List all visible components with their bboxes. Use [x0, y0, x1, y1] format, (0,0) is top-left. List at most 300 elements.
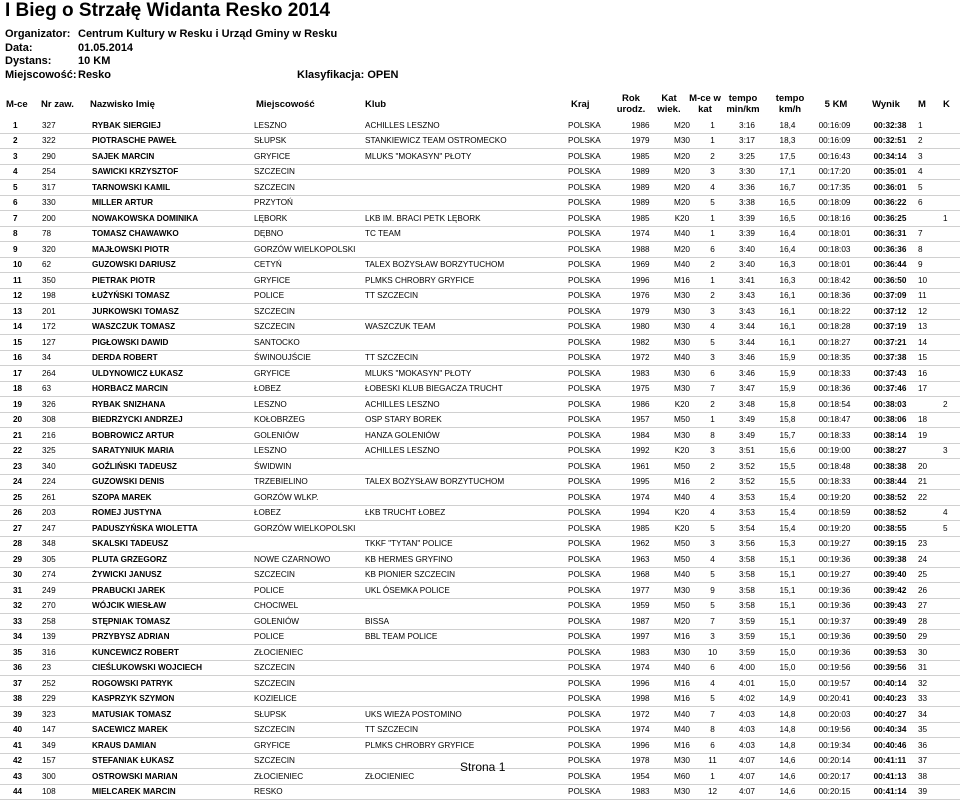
cell-club: ACHILLES LESZNO: [365, 443, 568, 459]
cell-place-k: [943, 738, 960, 754]
cell-bib: 308: [42, 412, 92, 428]
cell-club: TKKF "TYTAN" POLICE: [365, 536, 568, 552]
cell-club: [365, 304, 568, 320]
cell-pace: 3:25: [726, 149, 768, 165]
cell-result: 00:39:50: [862, 629, 918, 645]
cell-birth-year: 1994: [616, 505, 665, 521]
cell-city: ZŁOCIENIEC: [254, 769, 365, 785]
cell-category: M16: [665, 273, 699, 289]
cell-place-m: 33: [918, 691, 943, 707]
cell-result: 00:36:36: [862, 242, 918, 258]
cell-result: 00:36:44: [862, 257, 918, 273]
cell-place-k: [943, 676, 960, 692]
cell-bib: 317: [42, 180, 92, 196]
cell-place-k: [943, 164, 960, 180]
cell-place: 23: [0, 459, 42, 475]
cell-club: [365, 645, 568, 661]
cell-name: KRAUS DAMIAN: [92, 738, 254, 754]
cell-speed: 15,1: [768, 567, 807, 583]
cell-category-place: 10: [699, 645, 726, 661]
cell-place: 4: [0, 164, 42, 180]
cell-pace: 3:58: [726, 567, 768, 583]
cell-city: SZCZECIN: [254, 676, 365, 692]
cell-place: 27: [0, 521, 42, 537]
cell-speed: 15,9: [768, 366, 807, 382]
cell-category: K20: [665, 505, 699, 521]
cell-country: POLSKA: [568, 598, 616, 614]
cell-split-5km: 00:18:36: [807, 381, 862, 397]
cell-city: GOLENIÓW: [254, 614, 365, 630]
cell-place-m: 26: [918, 583, 943, 599]
cell-place-k: [943, 583, 960, 599]
cell-place-k: [943, 753, 960, 769]
cell-place-m: 19: [918, 428, 943, 444]
cell-split-5km: 00:19:56: [807, 660, 862, 676]
cell-bib: 327: [42, 118, 92, 133]
cell-pace: 4:03: [726, 738, 768, 754]
cell-bib: 264: [42, 366, 92, 382]
cell-bib: 247: [42, 521, 92, 537]
cell-result: 00:37:21: [862, 335, 918, 351]
cell-place: 38: [0, 691, 42, 707]
cell-bib: 330: [42, 195, 92, 211]
cell-speed: 15,4: [768, 505, 807, 521]
header-speed-1: tempo: [775, 93, 805, 104]
cell-bib: 139: [42, 629, 92, 645]
table-row: [0, 242, 960, 258]
cell-country: POLSKA: [568, 335, 616, 351]
cell-place-m: 34: [918, 707, 943, 723]
cell-country: POLSKA: [568, 614, 616, 630]
cell-place-k: [943, 335, 960, 351]
cell-result: 00:37:43: [862, 366, 918, 382]
cell-bib: 34: [42, 350, 92, 366]
cell-club: [365, 242, 568, 258]
cell-category: M16: [665, 474, 699, 490]
cell-place: 37: [0, 676, 42, 692]
classification-label: Klasyfikacja: OPEN: [297, 69, 399, 81]
cell-city: TRZEBIELINO: [254, 474, 365, 490]
cell-category-place: 5: [699, 521, 726, 537]
cell-speed: 16,1: [768, 319, 807, 335]
cell-bib: 252: [42, 676, 92, 692]
cell-place: 9: [0, 242, 42, 258]
cell-country: POLSKA: [568, 428, 616, 444]
table-row: [0, 288, 960, 304]
cell-place: 34: [0, 629, 42, 645]
cell-club: [365, 195, 568, 211]
table-row: [0, 412, 960, 428]
cell-category: K20: [665, 443, 699, 459]
cell-city: SZCZECIN: [254, 722, 365, 738]
cell-split-5km: 00:19:36: [807, 583, 862, 599]
cell-city: SZCZECIN: [254, 304, 365, 320]
cell-category-place: 4: [699, 490, 726, 506]
cell-name: HORBACZ MARCIN: [92, 381, 254, 397]
date-label: Data:: [5, 41, 33, 54]
cell-speed: 14,8: [768, 707, 807, 723]
cell-place-m: 22: [918, 490, 943, 506]
cell-city: LESZNO: [254, 118, 365, 133]
cell-bib: 350: [42, 273, 92, 289]
cell-pace: 3:40: [726, 257, 768, 273]
cell-category-place: 7: [699, 707, 726, 723]
cell-result: 00:36:50: [862, 273, 918, 289]
cell-city: GRYFICE: [254, 366, 365, 382]
cell-place-k: [943, 536, 960, 552]
table-row: [0, 660, 960, 676]
cell-result: 00:41:14: [862, 784, 918, 800]
cell-category-place: 8: [699, 428, 726, 444]
cell-birth-year: 1954: [616, 769, 665, 785]
cell-category-place: 1: [699, 769, 726, 785]
results-table: [0, 118, 960, 800]
cell-split-5km: 00:20:17: [807, 769, 862, 785]
cell-place: 39: [0, 707, 42, 723]
cell-pace: 4:07: [726, 769, 768, 785]
cell-birth-year: 1998: [616, 691, 665, 707]
cell-category-place: 5: [699, 598, 726, 614]
cell-city: LESZNO: [254, 397, 365, 413]
cell-country: POLSKA: [568, 691, 616, 707]
cell-result: 00:34:14: [862, 149, 918, 165]
cell-category-place: 3: [699, 350, 726, 366]
cell-name: SARATYNIUK MARIA: [92, 443, 254, 459]
cell-speed: 14,6: [768, 753, 807, 769]
table-row: [0, 536, 960, 552]
cell-club: ACHILLES LESZNO: [365, 397, 568, 413]
cell-name: BOBROWICZ ARTUR: [92, 428, 254, 444]
cell-speed: 16,1: [768, 288, 807, 304]
cell-name: PRZYBYSZ ADRIAN: [92, 629, 254, 645]
cell-birth-year: 1959: [616, 598, 665, 614]
cell-name: MILLER ARTUR: [92, 195, 254, 211]
cell-speed: 17,1: [768, 164, 807, 180]
cell-place-k: [943, 195, 960, 211]
cell-country: POLSKA: [568, 118, 616, 133]
cell-club: STANKIEWICZ TEAM OSTROMECKO: [365, 133, 568, 149]
cell-city: GOLENIÓW: [254, 428, 365, 444]
table-row: [0, 319, 960, 335]
cell-split-5km: 00:18:22: [807, 304, 862, 320]
cell-category-place: 3: [699, 164, 726, 180]
cell-place: 33: [0, 614, 42, 630]
cell-club: UKS WIEŻA POSTOMINO: [365, 707, 568, 723]
header-cat-1: Kat: [661, 93, 677, 104]
table-row: [0, 459, 960, 475]
cell-birth-year: 1962: [616, 536, 665, 552]
table-row: [0, 226, 960, 242]
cell-split-5km: 00:18:54: [807, 397, 862, 413]
cell-pace: 3:51: [726, 443, 768, 459]
cell-pace: 3:30: [726, 164, 768, 180]
cell-place: 25: [0, 490, 42, 506]
cell-category-place: 1: [699, 133, 726, 149]
header-cat-2: wiek.: [657, 104, 681, 115]
cell-country: POLSKA: [568, 583, 616, 599]
cell-pace: 3:59: [726, 629, 768, 645]
cell-place-m: 20: [918, 459, 943, 475]
cell-split-5km: 00:20:41: [807, 691, 862, 707]
cell-place-k: 5: [943, 521, 960, 537]
cell-place-m: 31: [918, 660, 943, 676]
cell-category-place: 7: [699, 614, 726, 630]
cell-name: ŁUŻYŃSKI TOMASZ: [92, 288, 254, 304]
page-number: Strona 1: [460, 760, 506, 774]
cell-club: TT SZCZECIN: [365, 350, 568, 366]
cell-split-5km: 00:18:59: [807, 505, 862, 521]
cell-club: TT SZCZECIN: [365, 722, 568, 738]
cell-split-5km: 00:20:03: [807, 707, 862, 723]
cell-country: POLSKA: [568, 149, 616, 165]
header-name: Nazwisko Imię: [90, 99, 155, 110]
cell-country: POLSKA: [568, 505, 616, 521]
cell-result: 00:36:25: [862, 211, 918, 227]
cell-pace: 4:02: [726, 691, 768, 707]
cell-club: [365, 660, 568, 676]
table-row: [0, 180, 960, 196]
cell-birth-year: 1989: [616, 180, 665, 196]
cell-birth-year: 1985: [616, 521, 665, 537]
cell-place: 32: [0, 598, 42, 614]
cell-split-5km: 00:18:28: [807, 319, 862, 335]
cell-birth-year: 1972: [616, 350, 665, 366]
cell-place-k: [943, 149, 960, 165]
cell-category-place: 2: [699, 459, 726, 475]
cell-place: 3: [0, 149, 42, 165]
cell-split-5km: 00:18:01: [807, 226, 862, 242]
cell-country: POLSKA: [568, 195, 616, 211]
cell-club: [365, 335, 568, 351]
cell-result: 00:38:03: [862, 397, 918, 413]
cell-place-m: 36: [918, 738, 943, 754]
cell-name: WÓJCIK WIESŁAW: [92, 598, 254, 614]
cell-name: PIGŁOWSKI DAWID: [92, 335, 254, 351]
cell-name: GUZOWSKI DENIS: [92, 474, 254, 490]
cell-speed: 15,4: [768, 490, 807, 506]
cell-club: BBL TEAM POLICE: [365, 629, 568, 645]
cell-name: GOŹLIŃSKI TADEUSZ: [92, 459, 254, 475]
cell-birth-year: 1979: [616, 304, 665, 320]
cell-split-5km: 00:19:36: [807, 629, 862, 645]
cell-split-5km: 00:19:27: [807, 567, 862, 583]
cell-place-m: 13: [918, 319, 943, 335]
cell-place-m: 9: [918, 257, 943, 273]
cell-pace: 4:03: [726, 722, 768, 738]
header-year-2: urodz.: [616, 104, 646, 115]
cell-place: 2: [0, 133, 42, 149]
cell-place-m: 7: [918, 226, 943, 242]
cell-category-place: 1: [699, 118, 726, 133]
cell-result: 00:39:53: [862, 645, 918, 661]
cell-country: POLSKA: [568, 319, 616, 335]
cell-place: 26: [0, 505, 42, 521]
cell-category-place: 4: [699, 180, 726, 196]
cell-category-place: 6: [699, 366, 726, 382]
table-row: [0, 738, 960, 754]
cell-split-5km: 00:19:37: [807, 614, 862, 630]
table-row: [0, 133, 960, 149]
cell-result: 00:39:38: [862, 552, 918, 568]
cell-pace: 3:49: [726, 428, 768, 444]
cell-category-place: 1: [699, 412, 726, 428]
cell-bib: 201: [42, 304, 92, 320]
table-row: [0, 257, 960, 273]
cell-category: M40: [665, 567, 699, 583]
cell-category: M40: [665, 257, 699, 273]
cell-place-m: 3: [918, 149, 943, 165]
cell-place-k: [943, 428, 960, 444]
cell-place: 21: [0, 428, 42, 444]
cell-bib: 270: [42, 598, 92, 614]
cell-pace: 3:41: [726, 273, 768, 289]
cell-name: PADUSZYŃSKA WIOLETTA: [92, 521, 254, 537]
cell-pace: 3:43: [726, 304, 768, 320]
cell-place-k: [943, 304, 960, 320]
cell-bib: 157: [42, 753, 92, 769]
cell-split-5km: 00:18:16: [807, 211, 862, 227]
cell-name: DERDA ROBERT: [92, 350, 254, 366]
cell-bib: 108: [42, 784, 92, 800]
cell-city: SŁUPSK: [254, 707, 365, 723]
cell-category-place: 3: [699, 629, 726, 645]
table-row: [0, 505, 960, 521]
cell-pace: 3:56: [726, 536, 768, 552]
cell-birth-year: 1984: [616, 428, 665, 444]
table-row: [0, 118, 960, 133]
cell-result: 00:37:09: [862, 288, 918, 304]
cell-place-m: 29: [918, 629, 943, 645]
cell-place-k: [943, 691, 960, 707]
cell-place-k: [943, 459, 960, 475]
cell-name: JURKOWSKI TOMASZ: [92, 304, 254, 320]
cell-category: M30: [665, 381, 699, 397]
cell-category-place: 5: [699, 335, 726, 351]
cell-country: POLSKA: [568, 629, 616, 645]
cell-category: M20: [665, 180, 699, 196]
cell-bib: 322: [42, 133, 92, 149]
cell-speed: 16,5: [768, 195, 807, 211]
cell-place: 14: [0, 319, 42, 335]
cell-club: ZŁOCIENIEC: [365, 769, 568, 785]
cell-place-m: 10: [918, 273, 943, 289]
cell-category: M30: [665, 133, 699, 149]
cell-bib: 63: [42, 381, 92, 397]
cell-place-k: [943, 180, 960, 196]
cell-bib: 320: [42, 242, 92, 258]
cell-place-k: [943, 273, 960, 289]
cell-category-place: 2: [699, 288, 726, 304]
cell-place-k: [943, 288, 960, 304]
date-value: 01.05.2014: [78, 41, 134, 54]
cell-place-m: 12: [918, 304, 943, 320]
cell-place-m: 17: [918, 381, 943, 397]
cell-club: PLMKS CHROBRY GRYFICE: [365, 738, 568, 754]
cell-birth-year: 1979: [616, 133, 665, 149]
cell-club: TALEX BOŻYSŁAW BORZYTUCHOM: [365, 257, 568, 273]
cell-place-k: [943, 552, 960, 568]
cell-city: GORZÓW WIELKOPOLSKI: [254, 521, 365, 537]
cell-place-m: 37: [918, 753, 943, 769]
cell-bib: 274: [42, 567, 92, 583]
cell-city: SŁUPSK: [254, 133, 365, 149]
cell-name: SKALSKI TADEUSZ: [92, 536, 254, 552]
cell-split-5km: 00:19:00: [807, 443, 862, 459]
cell-club: BISSA: [365, 614, 568, 630]
cell-result: 00:40:14: [862, 676, 918, 692]
cell-place-k: 1: [943, 211, 960, 227]
cell-split-5km: 00:16:09: [807, 118, 862, 133]
cell-club: TALEX BOŻYSŁAW BORZYTUCHOM: [365, 474, 568, 490]
cell-category-place: 6: [699, 738, 726, 754]
cell-category-place: 8: [699, 722, 726, 738]
cell-bib: 62: [42, 257, 92, 273]
cell-country: POLSKA: [568, 567, 616, 583]
cell-country: POLSKA: [568, 273, 616, 289]
cell-place: 20: [0, 412, 42, 428]
cell-name: SACEWICZ MAREK: [92, 722, 254, 738]
cell-pace: 3:53: [726, 505, 768, 521]
table-row: [0, 691, 960, 707]
cell-category: M40: [665, 490, 699, 506]
header-pace-1: tempo: [728, 93, 758, 104]
cell-birth-year: 1978: [616, 753, 665, 769]
cell-place: 42: [0, 753, 42, 769]
table-row: [0, 149, 960, 165]
cell-category: M50: [665, 598, 699, 614]
cell-speed: 15,1: [768, 583, 807, 599]
cell-country: POLSKA: [568, 226, 616, 242]
cell-birth-year: 1963: [616, 552, 665, 568]
cell-pace: 3:49: [726, 412, 768, 428]
cell-place: 41: [0, 738, 42, 754]
cell-name: CIEŚLUKOWSKI WOJCIECH: [92, 660, 254, 676]
cell-speed: 15,1: [768, 552, 807, 568]
cell-club: OSP STARY BOREK: [365, 412, 568, 428]
cell-name: SZOPA MAREK: [92, 490, 254, 506]
cell-category: M40: [665, 226, 699, 242]
cell-category: M50: [665, 459, 699, 475]
table-row: [0, 304, 960, 320]
cell-speed: 15,0: [768, 645, 807, 661]
cell-birth-year: 1992: [616, 443, 665, 459]
table-row: [0, 335, 960, 351]
cell-club: [365, 459, 568, 475]
cell-birth-year: 1974: [616, 226, 665, 242]
cell-pace: 4:00: [726, 660, 768, 676]
cell-place-k: [943, 567, 960, 583]
cell-place: 40: [0, 722, 42, 738]
cell-birth-year: 1996: [616, 676, 665, 692]
cell-split-5km: 00:16:43: [807, 149, 862, 165]
cell-category-place: 2: [699, 149, 726, 165]
cell-category: M30: [665, 335, 699, 351]
cell-pace: 3:38: [726, 195, 768, 211]
cell-bib: 254: [42, 164, 92, 180]
cell-name: GUZOWSKI DARIUSZ: [92, 257, 254, 273]
cell-place-m: 6: [918, 195, 943, 211]
location-label: Miejscowość:: [5, 68, 77, 81]
cell-speed: 14,8: [768, 738, 807, 754]
cell-club: [365, 676, 568, 692]
cell-birth-year: 1989: [616, 195, 665, 211]
cell-place: 11: [0, 273, 42, 289]
cell-bib: 323: [42, 707, 92, 723]
cell-birth-year: 1989: [616, 164, 665, 180]
cell-club: [365, 784, 568, 800]
cell-result: 00:37:38: [862, 350, 918, 366]
cell-country: POLSKA: [568, 459, 616, 475]
